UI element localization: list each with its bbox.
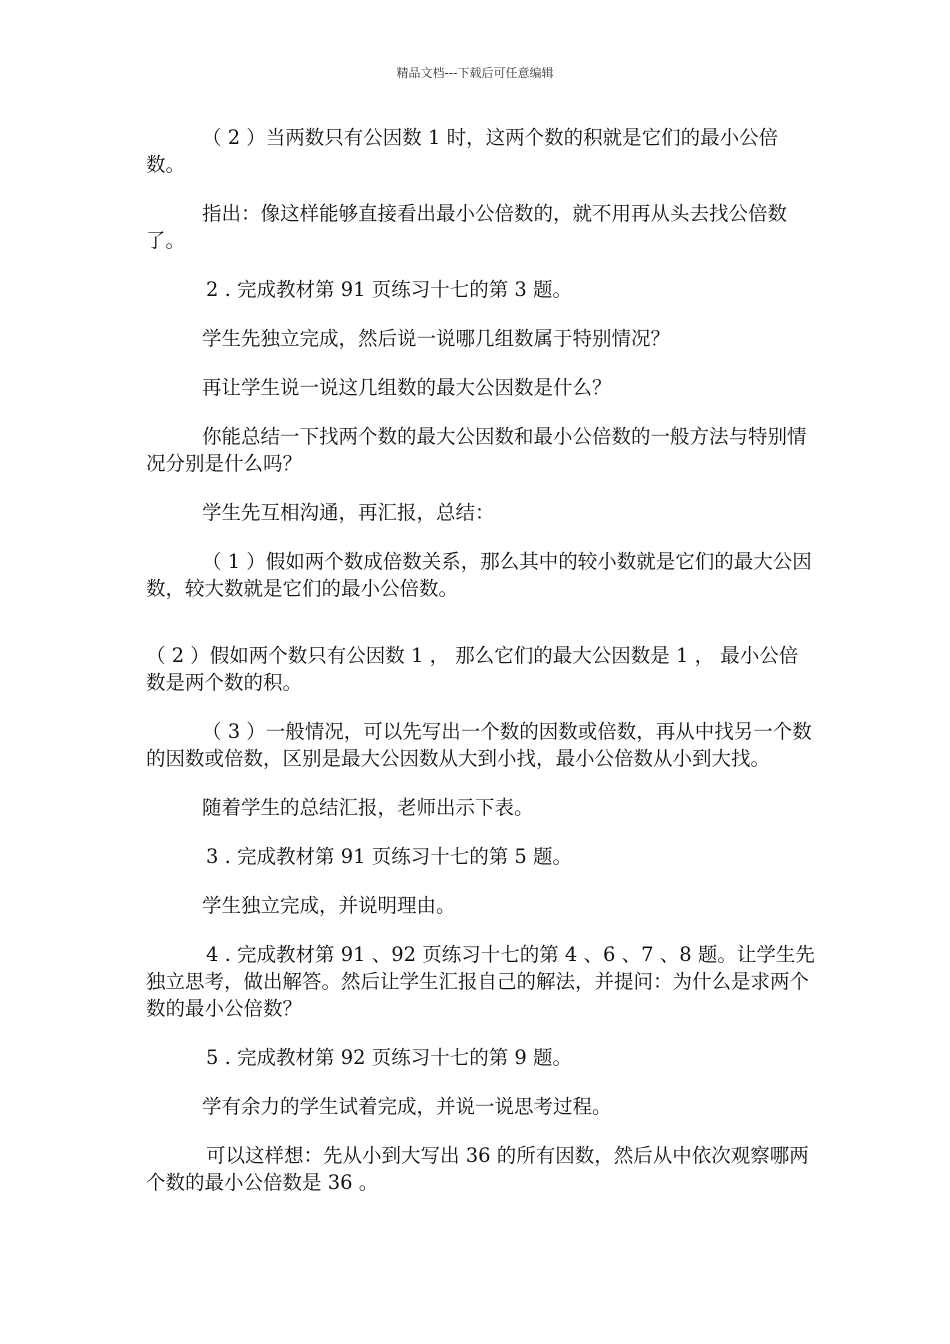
paragraph-rule-1: （ 1 ）假如两个数成倍数关系，那么其中的较小数就是它们的最大公因数，较大数就是它们的最小公倍数。 [146,550,812,600]
paragraph-table-note: 随着学生的总结汇报，老师出示下表。 [202,796,534,819]
paragraph-thinking-hint: 可以这样想：先从小到大写出 36 的所有因数，然后从中依次观察哪两个数的最小公倍数是 36 。 [146,1144,809,1194]
paragraph-summary-question: 你能总结一下找两个数的最大公因数和最小公倍数的一般方法与特别情况分别是什么吗？ [146,425,807,475]
paragraph-exercise-4: 4 . 完成教材第 91 、92 页练习十七的第 4 、6 、7 、8 题。让学生先独立思考，做出解答。然后让学生汇报自己的解法，并提问：为什么是求两个数的最小公倍数？ [146,943,815,1020]
paragraph-exercise-5: 5 . 完成教材第 92 页练习十七的第 9 题。 [206,1046,573,1069]
paragraph-student-task-3: 学生独立完成，并说明理由。 [202,894,456,917]
paragraph-student-task-2: 再让学生说一说这几组数的最大公因数是什么？ [202,376,612,399]
page-header: 精品文档---下载后可任意编辑 [396,66,554,80]
paragraph-rule-2: （ 2 ）假如两个数只有公因数 1 ， 那么它们的最大公因数是 1 ， 最小公倍数是两个数的积。 [146,644,799,694]
paragraph-rule-3: （ 3 ）一般情况，可以先写出一个数的因数或倍数，再从中找另一个数的因数或倍数，区别是最大公因数从大到小找，最小公倍数从小到大找。 [146,720,812,770]
paragraph-exercise-3: 3 . 完成教材第 91 页练习十七的第 5 题。 [206,845,573,868]
paragraph-student-report: 学生先互相沟通，再汇报，总结： [202,501,495,524]
paragraph-student-task-1: 学生先独立完成，然后说一说哪几组数属于特别情况？ [202,327,671,350]
document-body [146,124,816,1218]
paragraph-teacher-note: 指出：像这样能够直接看出最小公倍数的，就不用再从头去找公倍数了。 [146,202,788,252]
paragraph-exercise-2: 2 . 完成教材第 91 页练习十七的第 3 题。 [206,278,573,301]
paragraph-advanced-task: 学有余力的学生试着完成，并说一说思考过程。 [202,1095,612,1118]
paragraph-coprime-rule: （ 2 ）当两数只有公因数 1 时，这两个数的积就是它们的最小公倍数。 [146,126,779,176]
